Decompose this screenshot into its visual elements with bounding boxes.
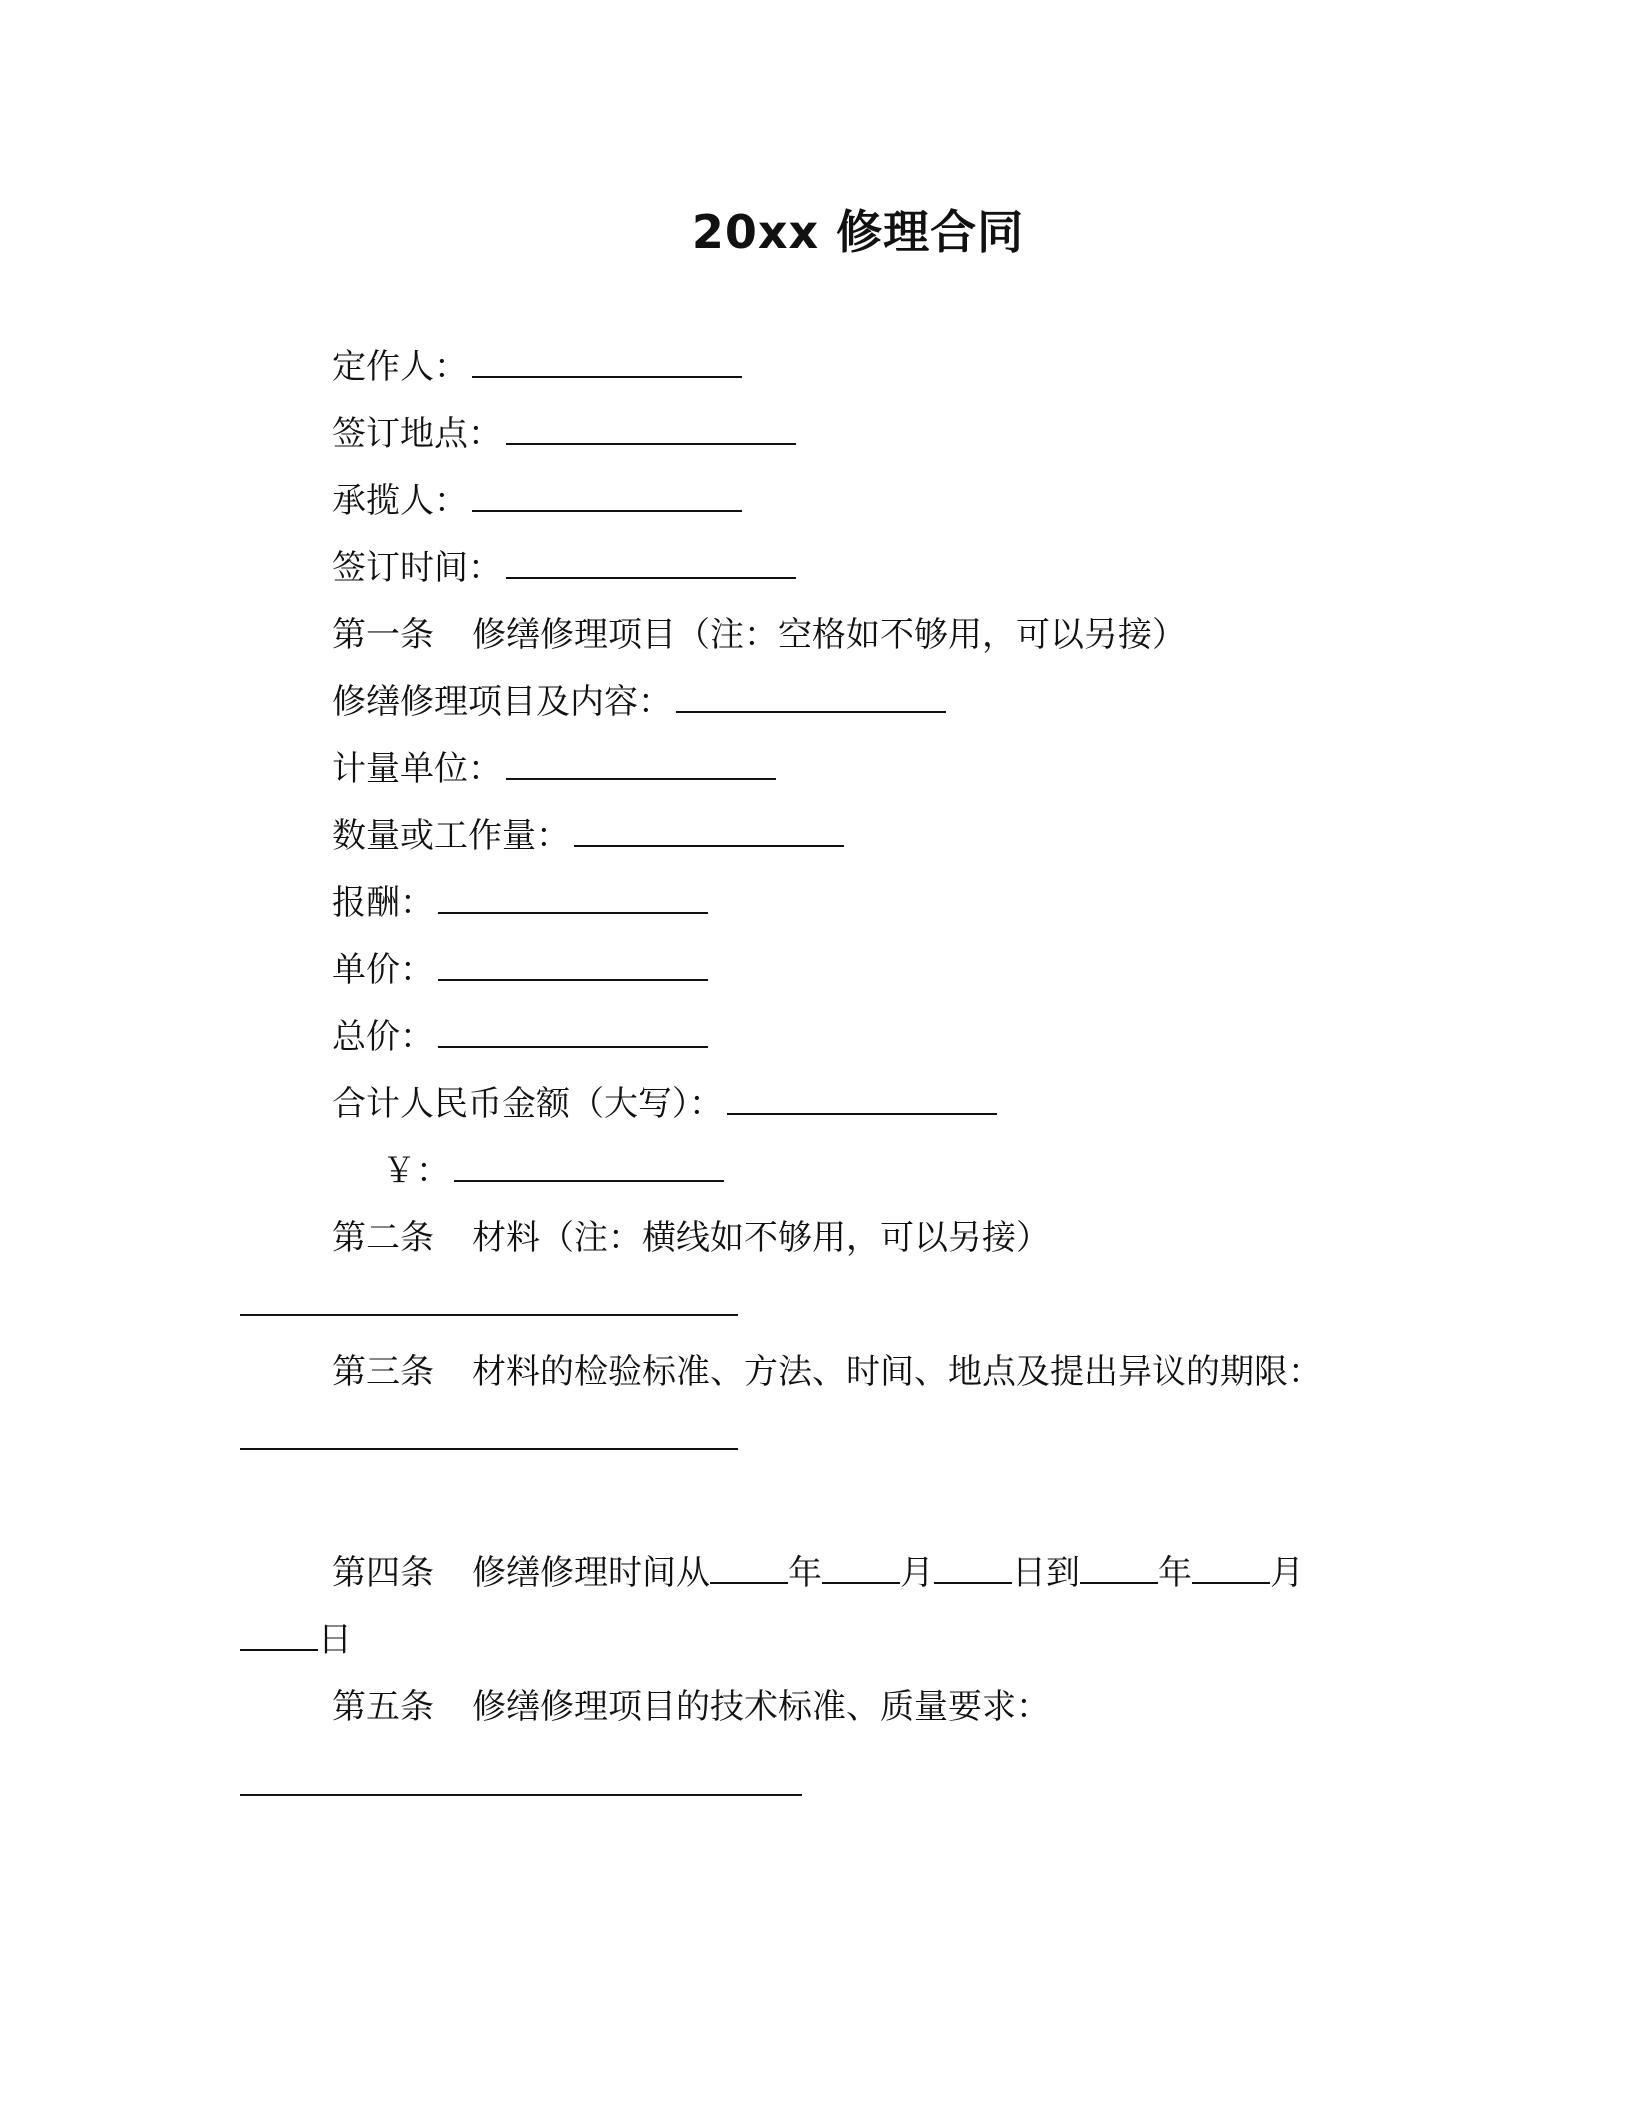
field-label: 合计人民币金额（大写）： xyxy=(332,1084,723,1124)
article-2-blank xyxy=(240,1280,738,1330)
field-unit-price xyxy=(332,945,708,995)
field-reward xyxy=(332,878,708,928)
article-label: 第二条 xyxy=(332,1218,434,1258)
article-text: 材料（注：横线如不够用，可以另接） xyxy=(472,1218,1050,1258)
field-item-content xyxy=(332,677,946,727)
article-4-heading xyxy=(332,1548,1304,1598)
article-text: 修缮修理项目的技术标准、质量要求： xyxy=(472,1687,1050,1727)
field-label: 签订时间： xyxy=(332,548,502,588)
article-text: 材料的检验标准、方法、时间、地点及提出异议的期限： xyxy=(472,1352,1322,1392)
field-label: 定作人： xyxy=(332,347,468,387)
article-3-heading xyxy=(332,1347,1322,1397)
day-label: 日 xyxy=(318,1620,352,1660)
blank-line xyxy=(1192,1548,1270,1584)
field-unit xyxy=(332,744,776,794)
blank-line xyxy=(506,409,796,445)
field-label: 单价： xyxy=(332,950,434,990)
field-label: 计量单位： xyxy=(332,749,502,789)
year-label: 年 xyxy=(788,1553,822,1593)
month-label: 月 xyxy=(1270,1553,1304,1593)
field-sign-time xyxy=(332,543,796,593)
field-total-price xyxy=(332,1012,708,1062)
article-4-continuation xyxy=(240,1615,352,1665)
blank-line xyxy=(506,543,796,579)
article-5-blank xyxy=(240,1760,802,1810)
article-3-blank xyxy=(240,1414,738,1464)
field-label: 数量或工作量： xyxy=(332,816,570,856)
field-label: ￥： xyxy=(382,1151,450,1191)
field-yen xyxy=(382,1146,724,1196)
article-label: 第四条 xyxy=(332,1553,434,1593)
day-to-label: 日到 xyxy=(1012,1553,1080,1593)
blank-line xyxy=(472,476,742,512)
blank-line xyxy=(822,1548,900,1584)
article-label: 第五条 xyxy=(332,1687,434,1727)
field-total-rmb xyxy=(332,1079,997,1129)
blank-line xyxy=(727,1079,997,1115)
blank-line xyxy=(454,1146,724,1182)
blank-line xyxy=(438,878,708,914)
blank-line xyxy=(710,1548,788,1584)
field-sign-place xyxy=(332,409,796,459)
blank-line xyxy=(240,1615,318,1651)
month-label: 月 xyxy=(900,1553,934,1593)
blank-line xyxy=(676,677,946,713)
field-quantity xyxy=(332,811,844,861)
article-2-heading xyxy=(332,1213,1050,1263)
blank-line xyxy=(240,1280,738,1316)
blank-line xyxy=(438,1012,708,1048)
blank-line xyxy=(240,1414,738,1450)
field-label: 总价： xyxy=(332,1017,434,1057)
article-label: 第三条 xyxy=(332,1352,434,1392)
field-orderer xyxy=(332,342,742,392)
year-label: 年 xyxy=(1158,1553,1192,1593)
field-contractor xyxy=(332,476,742,526)
field-label: 报酬： xyxy=(332,883,434,923)
field-label: 承揽人： xyxy=(332,481,468,521)
article-1-heading xyxy=(332,610,1186,660)
document-title: 20xx 修理合同 xyxy=(691,205,1025,259)
blank-line xyxy=(438,945,708,981)
field-label: 修缮修理项目及内容： xyxy=(332,682,672,722)
article-text: 修缮修理时间从 xyxy=(472,1553,710,1593)
blank-line xyxy=(574,811,844,847)
article-5-heading xyxy=(332,1682,1050,1732)
article-label: 第一条 xyxy=(332,615,434,655)
blank-line xyxy=(472,342,742,378)
blank-line xyxy=(240,1760,802,1796)
blank-line xyxy=(1080,1548,1158,1584)
blank-line xyxy=(934,1548,1012,1584)
blank-line xyxy=(506,744,776,780)
field-label: 签订地点： xyxy=(332,414,502,454)
article-text: 修缮修理项目（注：空格如不够用，可以另接） xyxy=(472,615,1186,655)
